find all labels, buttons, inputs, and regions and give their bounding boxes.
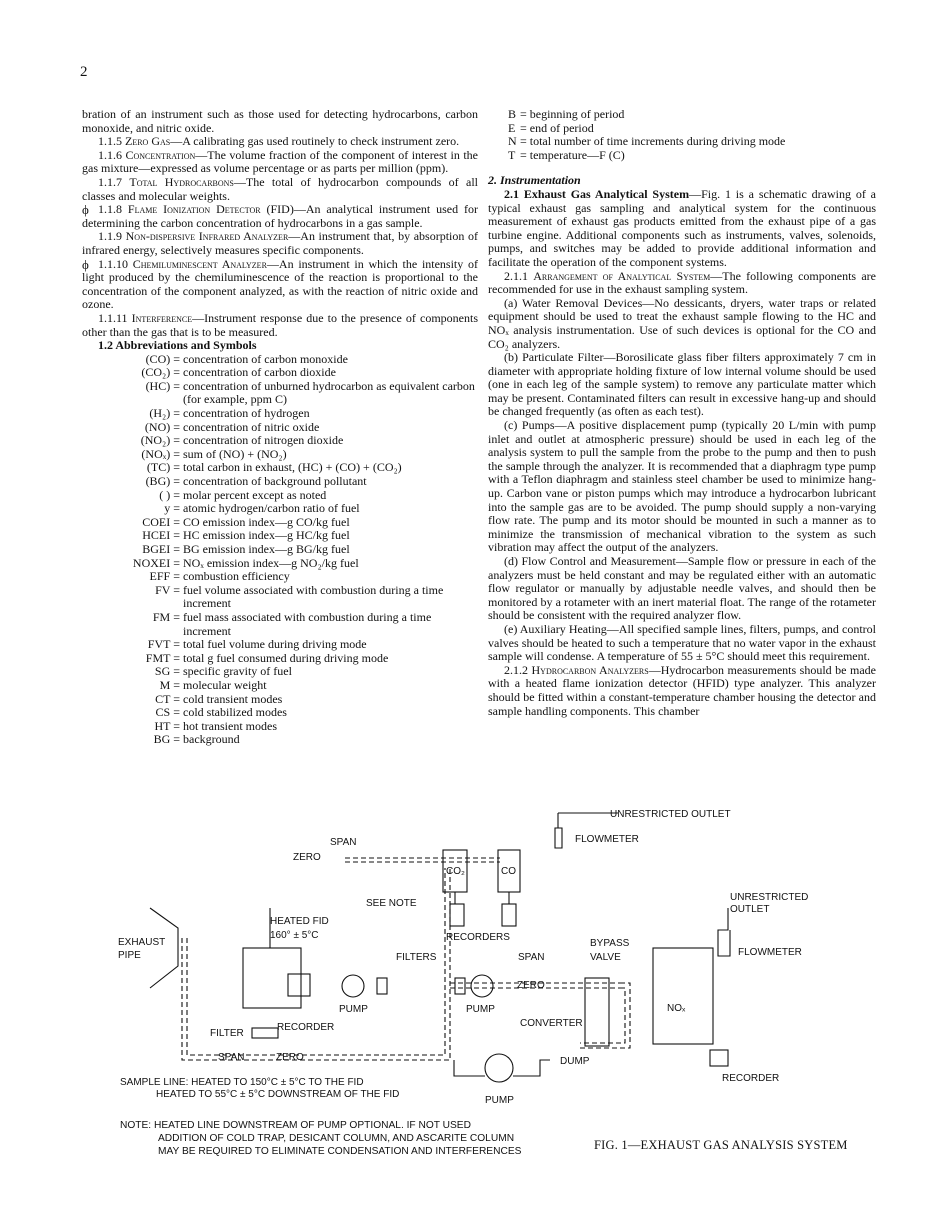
abbreviation-symbol: CS = [155,705,180,720]
abbreviation-definition: molecular weight [183,677,267,692]
abbreviation-row [82,516,478,530]
abbreviation-symbol: (BG) = [145,474,180,489]
label-filters: FILTERS [396,952,437,963]
abbreviation-row [82,638,478,652]
definition-fid [82,203,478,230]
abbreviation-definition: concentration of nitrogen dioxide [183,433,344,448]
symbol-definition: = temperature—F (C) [520,147,625,162]
abbreviation-symbol: (CO) = [145,351,180,366]
definition-text: —An instrument in which the intensity of light produced by the chemiluminescence of the reaction is proportional to the concentration of the component analyzed, as with the reaction of nitric oxide and ozone. [82,256,479,312]
abbreviation-symbol: (NO₂) = [140,433,180,448]
abbreviation-definition: concentration of background pollutant [183,474,367,489]
section-number: 2.1.2 [504,662,528,677]
filter-1 [377,978,387,994]
abbreviation-symbol: (NO) = [144,419,180,434]
definition-text: —An instrument that, by absorption of infrared energy, selectively measures specific components. [82,229,478,257]
item-d: (d) Flow Control and Measurement—Sample flow or pressure in each of the analyzers must be held constant and may be regulated either with an automatic flow regulator or manually by adjustable needle valves, and should then be monitored by a rotameter with an inert material float. The range of the rotameter should be consistent with the required analyzer flow. [488,554,876,623]
symbol-row [508,122,876,136]
abbreviation-definition: HC emission index—g HC/kg fuel [183,528,350,543]
abbreviation-definition: BG emission index—g BG/kg fuel [183,542,350,556]
abbreviation-row [82,679,478,693]
section-2-1-2 [488,664,876,718]
filter-2 [455,978,465,994]
abbreviation-row [82,693,478,707]
label-converter: CONVERTER [520,1018,583,1029]
label-pump-mid: PUMP [466,1004,495,1015]
dump-line [454,1060,550,1076]
revision-mark: ϕ [82,256,89,272]
note-line-2: ADDITION OF COLD TRAP, DESICANT COLUMN, AND ASCARITE COLUMN [158,1133,515,1144]
left-filter [252,1028,278,1038]
symbol: B [508,107,517,121]
label-zero-bottom: ZERO [276,1052,304,1063]
label-span-top: SPAN [330,837,357,848]
abbreviation-definition: combustion efficiency [183,569,290,584]
abbreviation-row [82,733,478,747]
abbreviation-row [82,380,478,407]
abbreviation-symbol: BGEI = [142,542,180,556]
label-pump-left: PUMP [339,1004,368,1015]
abbreviation-definition: concentration of carbon dioxide [183,365,336,380]
label-co: CO [501,866,516,877]
abbreviation-definition: concentration of nitric oxide [183,419,320,434]
abbreviation-symbol: HT = [154,718,180,733]
abbreviation-definition: total g fuel consumed during driving mode [183,650,389,665]
abbreviation-symbol: CT = [155,691,180,706]
fid-recorder-box [288,974,310,996]
label-span-mid: SPAN [518,952,545,963]
abbreviation-row [82,461,478,475]
label-fid-temp: 160° ± 5°C [270,930,319,941]
definition-zero-gas [82,135,478,149]
abbreviation-symbol: FV = [155,582,180,597]
abbreviation-symbol: (H₂) = [149,406,180,421]
legend-line-1: SAMPLE LINE: HEATED TO 150°C ± 5°C TO THE FID [120,1077,364,1088]
abbreviation-definition: specific gravity of fuel [183,664,292,679]
abbreviation-definition: hot transient modes [183,718,277,733]
legend-line-2: HEATED TO 55°C ± 5°C DOWNSTREAM OF THE FID [156,1089,400,1100]
paragraph-continuation: bration of an instrument such as those used for detecting hydrocarbons, carbon monoxide, and nitric oxide. [82,107,478,135]
symbol-definition: = total number of time increments during driving mode [520,134,786,149]
definition-text: (FID)—An analytical instrument used for determining the carbon concentration of hydrocarbons in a gas sample. [82,202,479,230]
section-text: —Hydrocarbon measurements should be made with a heated flame ionization detector (HFID) type analyzer. This analyzer should be fitted within a constant-temperature chamber housing the detector and sample handling components. This chamber [488,662,876,718]
section-2-1-1 [488,270,876,297]
term: Total Hydrocarbons [129,174,234,189]
abbreviation-symbol: HCEI = [142,528,180,543]
section-text: —The following components are recommended for use in the exhaust sampling system. [488,268,876,297]
section-heading: 2. Instrumentation [488,173,581,188]
abbreviation-row [82,557,478,571]
label-filter-left: FILTER [210,1028,244,1039]
symbol-definitions [508,108,876,162]
abbreviation-definition: NOₓ emission index—g NO₂/kg fuel [183,555,359,570]
label-nox: NOₓ [667,1003,686,1014]
abbreviation-row [82,475,478,489]
diagram-labels [118,809,808,1106]
abbreviation-definition: concentration of carbon monoxide [183,351,348,366]
symbol-row [508,135,876,149]
abbreviation-row [82,665,478,679]
label-zero-mid: ZERO [517,980,545,991]
section-number: 1.1.7 [98,174,122,189]
abbreviation-symbol: FM = [152,609,180,624]
abbreviation-definition: total fuel volume during driving mode [183,637,367,652]
term: Interference [131,310,193,325]
exhaust-gas-diagram [110,798,890,1163]
abbreviation-row [82,706,478,720]
top-outlet-line [558,813,618,828]
abbreviation-row [82,529,478,543]
definition-interference [82,312,478,339]
abbreviation-row [82,434,478,448]
abbreviation-symbol: ( ) = [159,487,180,502]
abbreviation-definition: cold transient modes [183,691,283,706]
section-text: —Fig. 1 is a schematic drawing of a typical exhaust gas sampling and analytical system for the continuous measurement of exhaust gas products emitted from the exhaust pipe of a gas turbine engine. Additional components such as instruments, valves, solenoids, pumps, and switches may be added to provide additional information and facilitate the operation of the component systems. [488,186,876,269]
item-b: (b) Particulate Filter—Borosilicate glass fiber filters approximately 7 cm in diameter with appropriate holding fixture of low internal volume should be used (one in each leg of the sample system) to remove any particulate matter which may be present. Contaminated filters can result in excessive hang-up and should be changed frequently (as often as each test). [488,350,876,419]
definition-ndir [82,230,478,257]
abbreviation-symbol: M = [159,677,180,692]
section-number: 1.1.10 [98,256,128,271]
right-column [488,108,876,718]
label-flowmeter-top: FLOWMETER [575,834,639,845]
abbreviations-heading: 1.2 Abbreviations and Symbols [98,338,257,353]
left-column [82,108,478,747]
note-line-3: MAY BE REQUIRED TO ELIMINATE CONDENSATION AND INTERFERENCES [158,1146,522,1157]
abbreviation-symbol: SG = [154,664,180,679]
nox-analyzer [653,948,713,1044]
section-title: Exhaust Gas Analytical System [523,186,690,201]
abbreviation-row [82,543,478,557]
pump-mid [471,975,493,997]
abbreviation-definition: sum of (NO) + (NO₂) [183,446,287,461]
abbreviation-symbol: (CO₂) = [141,365,180,380]
revision-mark: ϕ [82,202,89,218]
definition-total-hydrocarbons [82,176,478,203]
term: Chemiluminescent Analyzer [132,256,267,271]
abbreviation-definition: fuel volume associated with combustion during a time increment [183,582,444,611]
term: Flame Ionization Detector [127,202,261,217]
abbreviation-row [82,407,478,421]
abbreviation-row [82,448,478,462]
definition-chemiluminescent [82,258,478,312]
abbreviation-symbol: BG = [153,732,180,747]
abbreviation-row [82,611,478,638]
term: Hydrocarbon Analyzers [531,662,649,677]
section-number: 1.1.9 [98,229,122,244]
figure-caption: FIG. 1—EXHAUST GAS ANALYSIS SYSTEM [594,1138,848,1152]
symbol: E [508,120,516,135]
term: Non-dispersive Infrared Analyzer [125,229,289,244]
abbreviation-row [82,720,478,734]
abbreviation-definition: total carbon in exhaust, (HC) + (CO) + (CO₂) [183,460,402,475]
abbreviation-definition: concentration of hydrogen [183,406,310,421]
abbreviation-symbol: (TC) = [146,460,180,475]
abbreviation-symbol: COEI = [142,514,180,529]
definition-text: —Instrument response due to the presence of components other than the gas that is to be measured. [82,310,478,339]
abbreviation-symbol: (NOₓ) = [141,446,180,461]
symbol-definition: = beginning of period [520,107,625,121]
item-a: (a) Water Removal Devices—No dessicants, dryers, water traps or related equipment should be used to treat the exhaust sample flowing to the HC and NOₓ analysis instrumentation. Use of such devices is optional for the CO and CO₂ analyzers. [488,295,876,351]
label-recorder-right: RECORDER [722,1073,780,1084]
abbreviation-definition: background [183,732,240,747]
abbreviation-row [82,584,478,611]
abbreviation-row [82,366,478,380]
abbreviation-definition: fuel mass associated with combustion during a time increment [183,609,432,638]
section-number: 1.1.8 [98,202,122,217]
section-number: 1.1.6 [98,147,122,162]
abbreviation-row [82,570,478,584]
symbol: T [508,147,516,162]
abbreviation-definition: atomic hydrogen/carbon ratio of fuel [183,501,360,516]
diagram-svg [110,798,890,1163]
definition-concentration [82,149,478,176]
abbreviations-list [82,353,478,747]
label-recorder-left: RECORDER [277,1022,335,1033]
definition-text: —The volume fraction of the component of interest in the gas mixture—expressed as volume percentage or as parts per million (ppm). [82,147,479,176]
label-pump-bottom: PUMP [485,1095,514,1106]
symbol-definition: = end of period [520,120,594,135]
abbreviation-row [82,502,478,516]
label-recorders: RECORDERS [446,932,510,943]
label-pipe: PIPE [118,950,141,961]
abbreviation-symbol: EFF = [149,569,180,584]
label-heated-fid: HEATED FID [270,916,329,927]
abbreviation-definition: molar percent except as noted [183,487,327,502]
exhaust-pipe-shape [150,908,178,988]
abbreviation-definition: CO emission index—g CO/kg fuel [183,514,350,529]
flowmeter-right [718,908,730,956]
label-valve: VALVE [590,952,621,963]
section-number: 1.1.5 [98,134,122,149]
flowmeter-top [555,828,562,848]
fid-analyzer [243,948,301,1008]
definition-text: —The total of hydrocarbon compounds of all classes and molecular weights. [82,174,479,203]
label-span-bottom: SPAN [218,1052,245,1063]
term: Concentration [125,147,196,162]
label-flowmeter-right: FLOWMETER [738,947,802,958]
label-unrestricted-right-1: UNRESTRICTED [730,892,809,903]
abbreviation-definition: cold stabilized modes [183,705,287,720]
symbol-row [508,149,876,163]
label-zero-top: ZERO [293,852,321,863]
nox-recorder [710,1050,728,1066]
abbreviation-symbol: (HC) = [145,378,180,393]
section-number: 2.1 [504,186,519,201]
abbreviation-row [82,421,478,435]
label-unrestricted-right-2: OUTLET [730,904,770,915]
item-e: (e) Auxiliary Heating—All specified sample lines, filters, pumps, and control valves should be heated to such a temperature that no water vapor in the exhaust sample will condense. A temperature of 55 ± 5°C should meet this requirement. [488,621,876,664]
label-exhaust: EXHAUST [118,937,166,948]
abbreviation-symbol: y = [164,501,180,516]
abbreviation-symbol: NOXEI = [132,555,180,570]
section-2-1 [488,188,876,270]
note-line-1: NOTE: HEATED LINE DOWNSTREAM OF PUMP OPTIONAL. IF NOT USED [120,1120,471,1131]
label-dump: DUMP [560,1056,590,1067]
pump-left [342,975,364,997]
term: Arrangement of Analytical System [533,268,711,283]
abbreviation-symbol: FMT = [145,650,180,665]
abbreviation-row [82,489,478,503]
term: Zero Gas [125,134,171,149]
abbreviation-row [82,652,478,666]
label-co2: CO₂ [446,866,465,877]
symbol-row [508,108,876,122]
abbreviation-definition: concentration of unburned hydrocarbon as equivalent carbon (for example, ppm C) [183,378,475,407]
label-bypass: BYPASS [590,938,630,949]
co-recorder [502,904,516,926]
label-unrestricted-outlet-top: UNRESTRICTED OUTLET [610,809,731,820]
figure-note [120,1119,580,1158]
label-see-note: SEE NOTE [366,898,417,909]
section-number: 1.1.11 [98,310,128,325]
symbol: N [508,134,517,149]
page-number: 2 [80,64,88,80]
pump-bottom [485,1054,513,1082]
section-number: 2.1.1 [504,268,528,283]
definition-text: —A calibrating gas used routinely to check instrument zero. [170,134,460,149]
co2-recorder [450,904,464,926]
item-c: (c) Pumps—A positive displacement pump (typically 20 L/min with pump inlet and outlet at atmospheric pressure) should be used in each leg of the analysis system to pull the sample from the probe to the pump and then to push the sample through the analyzer. It is recommended that a diaphragm type pump with a Teflon diaphragm and stainless steel chamber be used to minimize hang-up. Carbon vane or piston pumps which may introduce a hydrocarbon lubricant into the sample gas are to be avoided. The pump should supply a non-varying flow rate. The pump and its motor should be mounted in such a manner as to minimize the transmission of mechanical vibration to the system as such vibration may affect the output of the analyzers. [488,418,876,555]
abbreviation-row [82,353,478,367]
abbreviation-symbol: FVT = [147,637,180,652]
